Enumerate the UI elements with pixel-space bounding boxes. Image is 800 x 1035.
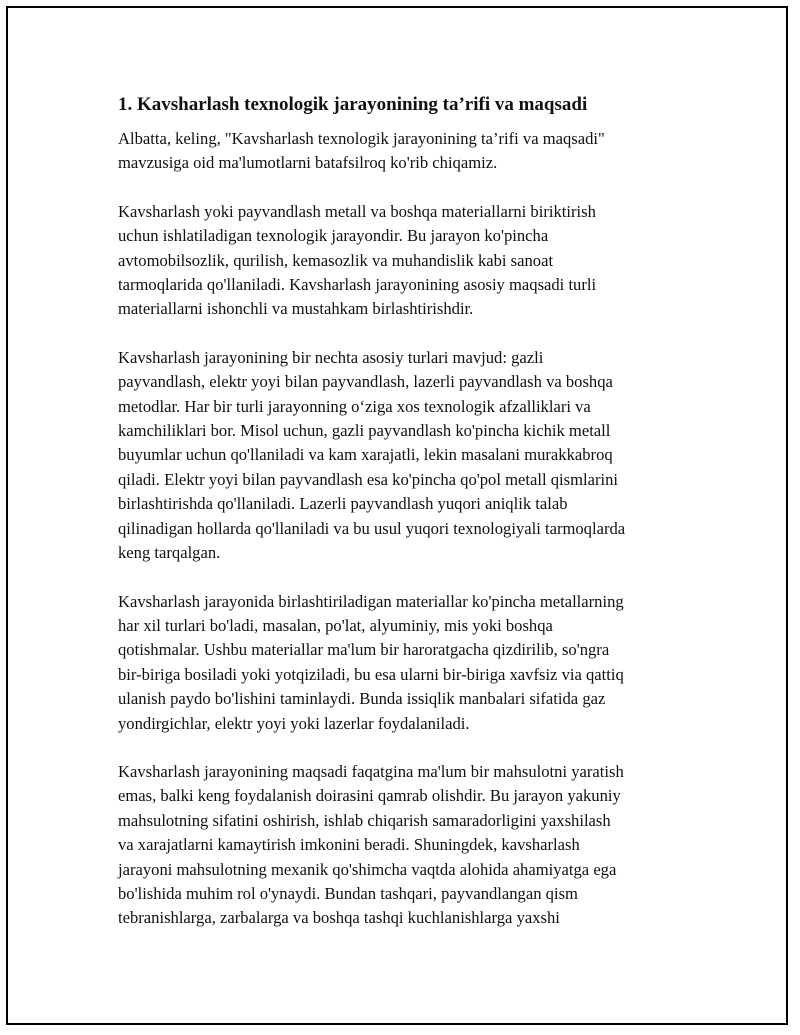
text-line: uchun ishlatiladigan texnologik jarayondir. Bu jarayon ko'pincha — [118, 226, 549, 246]
text-line: bo'lishida muhim rol o'ynaydi. Bundan tashqari, payvandlangan qism — [118, 883, 578, 903]
text-line: birlashtirishda qo'llaniladi. Lazerli payvandlash yuqori aniqlik talab — [118, 494, 568, 514]
text-line: qotishmalar. Ushbu materiallar ma'lum bir haroratgacha qizdirilib, so'ngra — [118, 640, 610, 660]
text-line: emas, balki keng foydalanish doirasini qamrab olishdir. Bu jarayon yakuniy — [118, 786, 621, 806]
text-line: Albatta, keling, "Kavsharlash texnologik jarayonining ta’rifi va maqsadi" — [118, 129, 605, 148]
text-line: Kavsharlash jarayonining maqsadi faqatgina ma'lum bir mahsulotni yaratish — [118, 761, 624, 781]
paragraph-purpose — [118, 760, 738, 931]
paragraph-types — [118, 346, 738, 566]
text-line: qiladi. Elektr yoyi bilan payvandlash esa ko'pincha qo'pol metall qismlarini — [118, 469, 618, 489]
text-line: payvandlash, elektr yoyi bilan payvandlash, lazerli payvandlash va boshqa — [118, 372, 613, 392]
text-line: yondirgichlar, elektr yoyi yoki lazerlar foydalaniladi. — [118, 713, 470, 733]
text-line: mahsulotning sifatini oshirish, ishlab chiqarish samaradorligini yaxshilash — [118, 810, 611, 830]
document-page — [6, 6, 788, 1025]
section-heading: 1. Kavsharlash texnologik jarayonining ta’rifi va maqsadi — [118, 94, 588, 115]
text-line: avtomobilsozlik, qurilish, kemasozlik va muhandislik kabi sanoat — [118, 250, 554, 270]
text-line: har xil turlari bo'ladi, masalan, po'lat, alyuminiy, mis yoki boshqa — [118, 615, 553, 635]
text-line: keng tarqalgan. — [118, 543, 221, 563]
text-line: ulanish paydo bo'lishini taminlaydi. Bunda issiqlik manbalari sifatida gaz — [118, 689, 606, 709]
text-line: Kavsharlash jarayonining bir nechta asosiy turlari mavjud: gazli — [118, 347, 544, 367]
text-line: kamchiliklari bor. Misol uchun, gazli payvandlash ko'pincha kichik metall — [118, 421, 611, 441]
text-line: buyumlar uchun qo'llaniladi va kam xarajatli, lekin masalani murakkabroq — [118, 445, 613, 465]
text-line: metodlar. Har bir turli jarayonning o‘ziga xos texnologik afzalliklari va — [118, 396, 591, 416]
text-line: materiallarni ishonchli va mustahkam birlashtirishdir. — [118, 299, 474, 319]
text-line: tarmoqlarida qo'llaniladi. Kavsharlash jarayonining asosiy maqsadi turli — [118, 275, 597, 295]
paragraph-intro — [118, 127, 738, 176]
document-content — [118, 92, 738, 955]
paragraph-materials — [118, 590, 738, 736]
text-line: va xarajatlarni kamaytirish imkonini beradi. Shuningdek, kavsharlash — [118, 835, 580, 855]
text-line: bir-biriga bosiladi yoki yotqiziladi, bu esa ularni bir-biriga xavfsiz via qattiq — [118, 664, 624, 684]
text-line: Kavsharlash yoki payvandlash metall va boshqa materiallarni biriktirish — [118, 201, 596, 221]
text-line: mavzusiga oid ma'lumotlarni batafsilroq ko'rib chiqamiz. — [118, 153, 498, 173]
text-line: jarayoni mahsulotning mexanik qo'shimcha vaqtda alohida ahamiyatga ega — [118, 859, 617, 879]
text-line: qilinadigan hollarda qo'llaniladi va bu usul yuqori texnologiyali tarmoqlarda — [118, 518, 626, 538]
paragraph-definition — [118, 200, 738, 322]
text-line: Kavsharlash jarayonida birlashtiriladigan materiallar ko'pincha metallarning — [118, 591, 624, 611]
text-line: tebranishlarga, zarbalarga va boshqa tashqi kuchlanishlarga yaxshi — [118, 908, 560, 928]
